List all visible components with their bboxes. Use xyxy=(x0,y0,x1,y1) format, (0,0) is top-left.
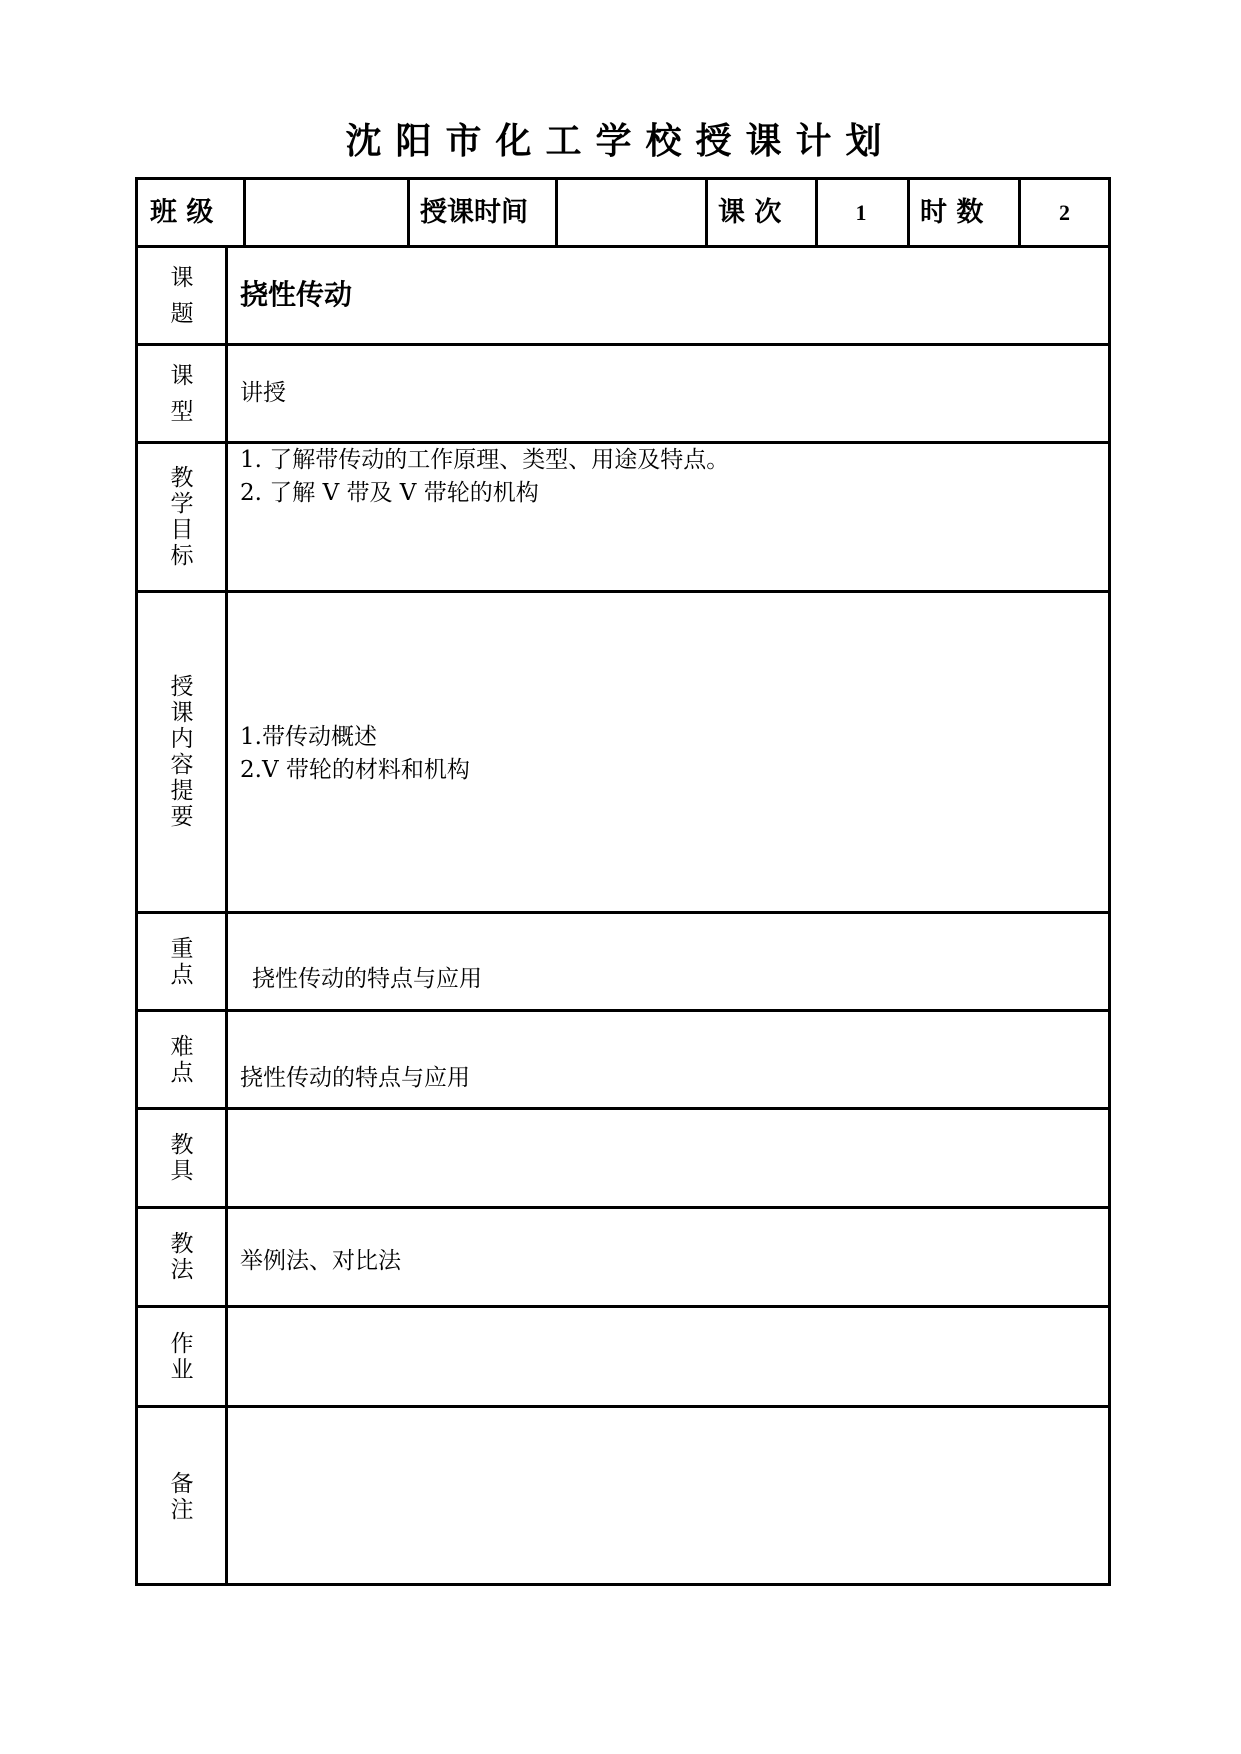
content-list xyxy=(240,721,1100,787)
objective-item: 1. 了解带传动的工作原理、类型、用途及特点。 xyxy=(240,447,730,473)
row-divider xyxy=(135,1009,1111,1012)
row-divider xyxy=(135,1305,1111,1308)
lesson-label: 课 次 xyxy=(718,197,782,228)
difficulties-label: 难点 xyxy=(170,1033,194,1086)
objectives-list xyxy=(240,444,1100,510)
lesson-value: 1 xyxy=(855,199,867,225)
row-divider xyxy=(135,1405,1111,1408)
methods-value: 举例法、对比法 xyxy=(240,1248,401,1274)
methods-label: 教法 xyxy=(170,1231,194,1283)
class-label: 班 级 xyxy=(150,197,214,228)
row-divider xyxy=(135,590,1111,593)
homework-label: 作业 xyxy=(170,1330,194,1383)
time-label: 授课时间 xyxy=(420,197,528,228)
hours-label: 时 数 xyxy=(920,197,984,228)
content-label: 授课内容提要 xyxy=(170,674,194,830)
remarks-label: 备注 xyxy=(170,1471,194,1523)
tools-label: 教具 xyxy=(170,1132,194,1184)
column-divider xyxy=(407,177,410,245)
key-points-label: 重点 xyxy=(170,935,194,988)
difficulties-value: 挠性传动的特点与应用 xyxy=(240,1065,470,1091)
document-title: 沈阳市化工学校授课计划 xyxy=(345,121,896,162)
content-item: 2.V 带轮的材料和机构 xyxy=(240,757,470,783)
topic-label: 课题 xyxy=(170,264,194,327)
time-value xyxy=(558,180,702,245)
lesson-type-value: 讲授 xyxy=(240,380,286,406)
key-points-value: 挠性传动的特点与应用 xyxy=(252,966,482,992)
hours-value: 2 xyxy=(1059,199,1070,225)
content-item: 1.带传动概述 xyxy=(240,724,377,750)
row-divider xyxy=(135,343,1111,346)
row-divider xyxy=(135,1107,1111,1110)
column-divider xyxy=(907,177,910,245)
class-value xyxy=(246,180,404,245)
objective-item: 2. 了解 V 带及 V 带轮的机构 xyxy=(240,480,539,506)
topic-value: 挠性传动 xyxy=(240,278,353,311)
row-divider xyxy=(135,1206,1111,1209)
column-divider xyxy=(705,177,708,245)
row-divider xyxy=(135,911,1111,914)
row-divider xyxy=(135,245,1111,248)
objectives-label: 教学目标 xyxy=(170,465,194,569)
lesson-type-label: 课型 xyxy=(170,362,194,425)
